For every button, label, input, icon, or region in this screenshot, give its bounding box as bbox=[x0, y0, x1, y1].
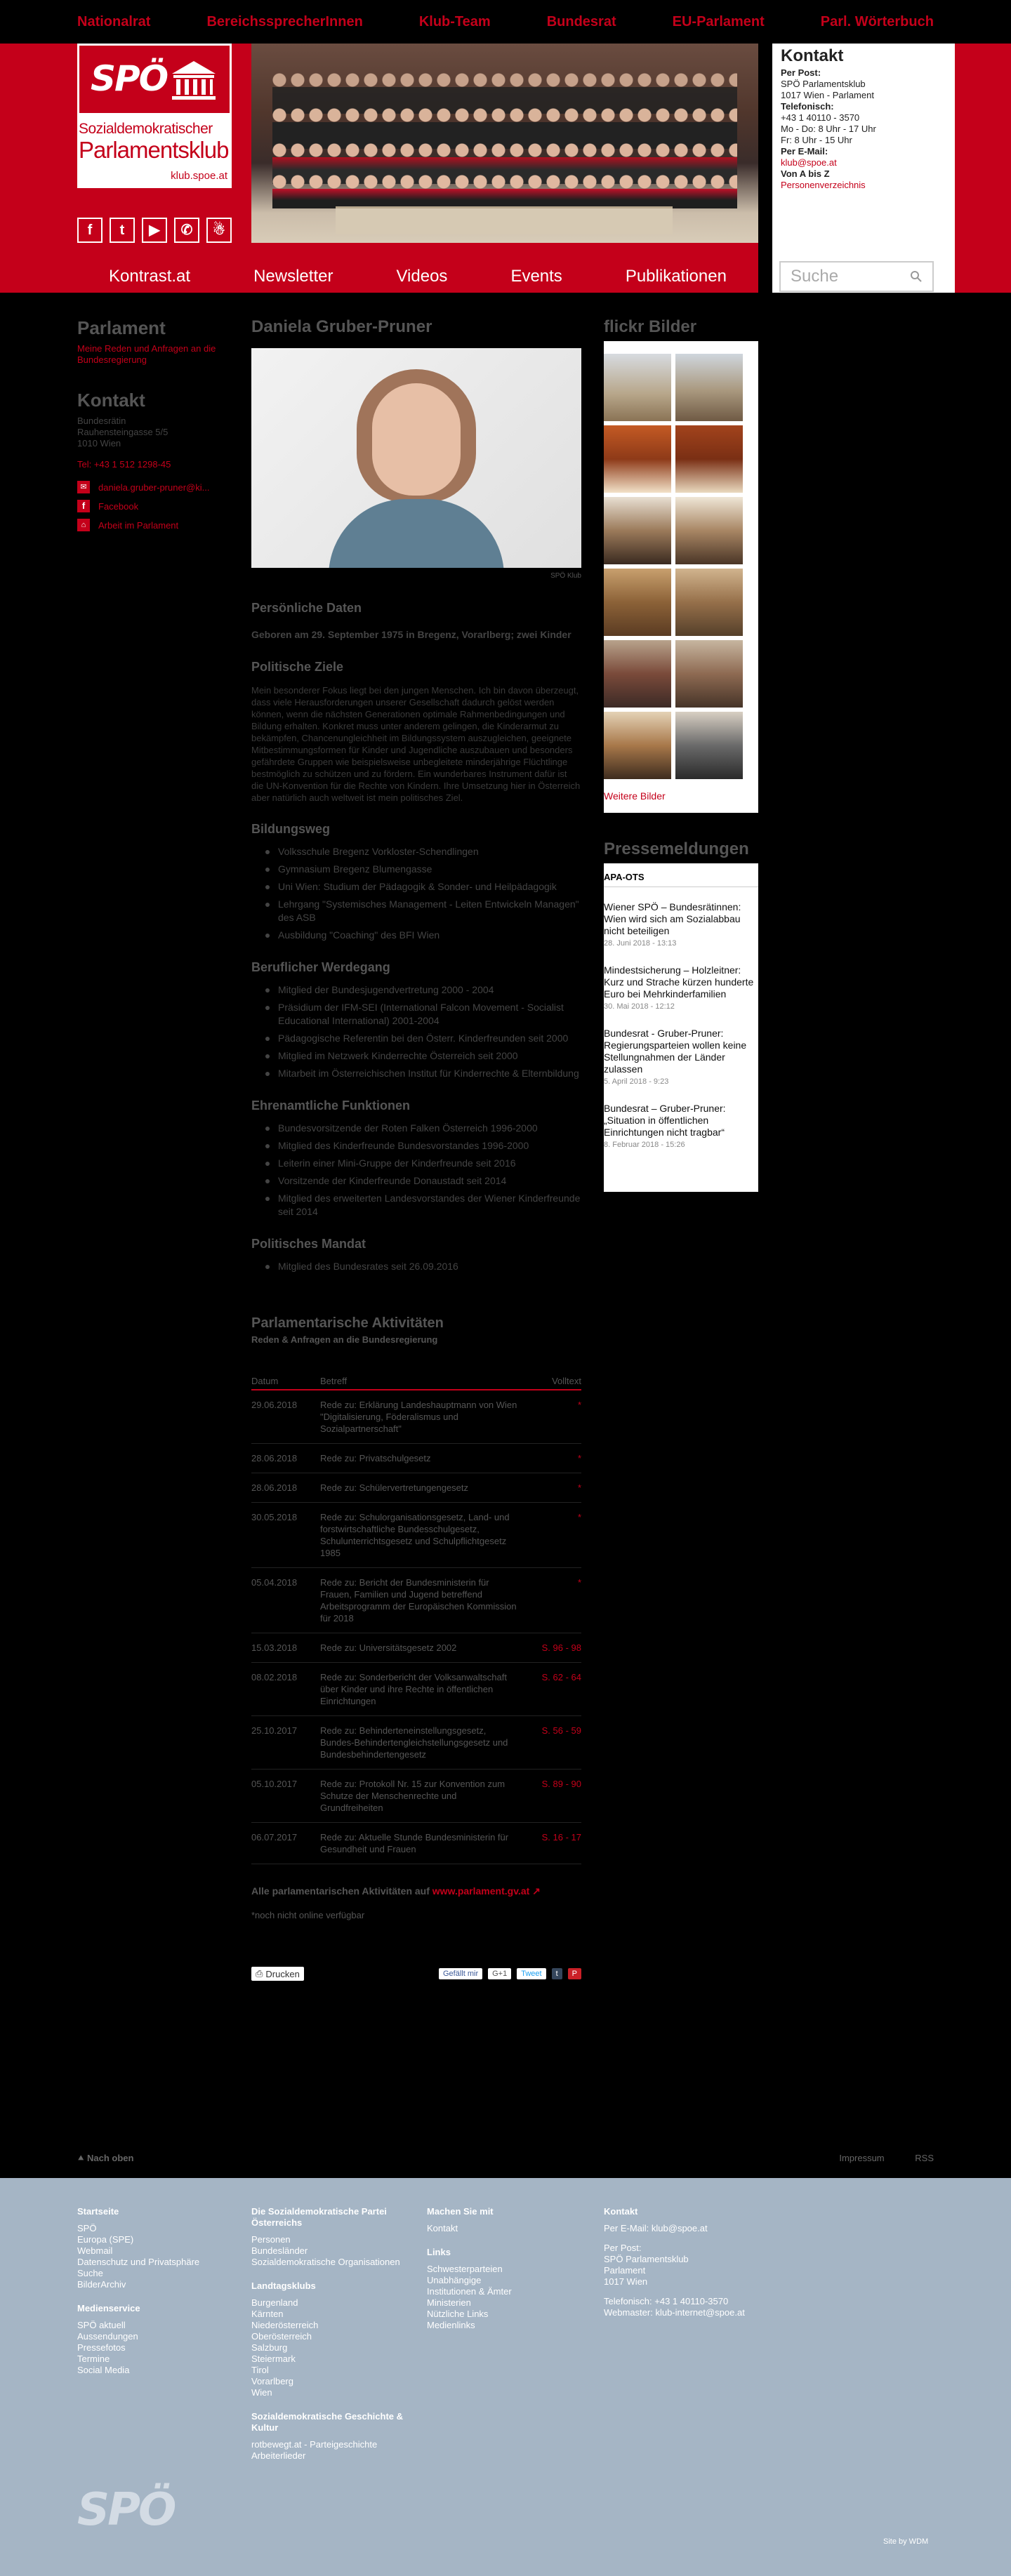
mandate-list bbox=[251, 1260, 581, 1273]
press-date: 28. Juni 2018 - 13:13 bbox=[604, 939, 677, 948]
education-heading: Bildungsweg bbox=[251, 822, 330, 836]
mandate-heading: Politisches Mandat bbox=[251, 1237, 366, 1251]
left-parlament-link[interactable]: Arbeit im Parlament bbox=[98, 519, 179, 531]
topnav-eu-parlament[interactable]: EU-Parlament bbox=[672, 13, 765, 29]
row-subject: Rede zu: Schülervertretungengesetz bbox=[320, 1482, 469, 1493]
flickr-more-link[interactable]: Weitere Bilder bbox=[604, 790, 666, 802]
row-date: 05.10.2017 bbox=[251, 1779, 298, 1789]
footer-contact-line[interactable]: Per E-Mail: klub@spoe.at bbox=[604, 2223, 708, 2233]
footer-heading[interactable]: Links bbox=[427, 2247, 451, 2257]
footer-link[interactable]: Schwesterparteien bbox=[427, 2264, 503, 2274]
left-contact-heading: Kontakt bbox=[77, 390, 145, 411]
footer-link[interactable]: Wien bbox=[251, 2387, 272, 2398]
table-row bbox=[251, 1770, 581, 1823]
email-icon: ✉ bbox=[77, 481, 90, 493]
topnav-klub-team[interactable]: Klub-Team bbox=[418, 13, 491, 29]
footer-contact-line[interactable]: Webmaster: klub-internet@spoe.at bbox=[604, 2307, 745, 2318]
press-item[interactable] bbox=[604, 964, 758, 1011]
footer-heading[interactable]: Sozialdemokratische Geschichte & Kultur bbox=[251, 2411, 404, 2433]
flickr-thumbnail[interactable] bbox=[675, 497, 743, 564]
footer-link[interactable]: Social Media bbox=[77, 2365, 130, 2375]
facebook-icon: f bbox=[77, 500, 90, 512]
footer-link[interactable]: Salzburg bbox=[251, 2342, 288, 2353]
parliament-icon bbox=[169, 58, 218, 102]
row-subject: Rede zu: Privatschulgesetz bbox=[320, 1453, 431, 1463]
list-item: Bundesvorsitzende der Roten Falken Österreich 1996-2000 bbox=[251, 1122, 581, 1135]
footer-contact-line: SPÖ Parlamentsklub bbox=[604, 2254, 689, 2264]
whatsapp-icon[interactable]: ✆ bbox=[174, 218, 199, 243]
col-date: Datum bbox=[251, 1376, 279, 1386]
list-item: Ausbildung "Coaching" des BFI Wien bbox=[251, 929, 581, 942]
list-item: Mitarbeit im Österreichischen Institut für Kinderrechte & Elternbildung bbox=[251, 1067, 581, 1080]
list-item: Mitglied im Netzwerk Kinderrechte Österreich seit 2000 bbox=[251, 1049, 581, 1063]
footer-link[interactable]: Webmail bbox=[77, 2245, 113, 2256]
header-side-left bbox=[0, 44, 56, 293]
left-parlament-row[interactable] bbox=[77, 519, 232, 531]
list-item: Vorsitzende der Kinderfreunde Donaustadt seit 2014 bbox=[251, 1174, 581, 1188]
flickr-thumbnail[interactable] bbox=[675, 569, 743, 636]
row-subject: Rede zu: Sonderbericht der Volksanwaltschaft über Kinder und ihre Rechte in öffentlichen Einrichtungen bbox=[320, 1672, 507, 1706]
portrait-shoulders bbox=[329, 499, 504, 568]
footer-col-contact bbox=[604, 2206, 772, 2318]
footer-heading[interactable]: Landtagsklubs bbox=[251, 2280, 316, 2291]
career-heading: Beruflicher Werdegang bbox=[251, 960, 390, 974]
footer-link[interactable]: BilderArchiv bbox=[77, 2279, 126, 2290]
education-list bbox=[251, 845, 581, 942]
external-link-icon: ↗ bbox=[532, 1885, 541, 1897]
honorary-heading: Ehrenamtliche Funktionen bbox=[251, 1098, 411, 1113]
left-phone[interactable]: Tel: +43 1 512 1298-45 bbox=[77, 459, 171, 470]
footer-link[interactable]: Datenschutz und Privatsphäre bbox=[77, 2257, 200, 2267]
page-title: Daniela Gruber-Pruner bbox=[251, 317, 432, 336]
portrait-face bbox=[372, 383, 461, 496]
row-date: 05.04.2018 bbox=[251, 1577, 298, 1588]
spo-logo-text: SPÖ bbox=[91, 58, 168, 99]
flickr-thumbnail[interactable] bbox=[604, 354, 671, 421]
contact-title: Kontakt bbox=[781, 46, 844, 65]
accessibility-icon[interactable]: ☃ bbox=[206, 218, 232, 243]
arrow-up-icon: ⯅ bbox=[77, 2153, 88, 2163]
address-line: 1010 Wien bbox=[77, 438, 121, 449]
facebook-icon[interactable]: f bbox=[77, 218, 103, 243]
row-subject: Rede zu: Bericht der Bundesministerin für Frauen, Familien und Jugend betreffend Arbeitsprogramm der Europäischen Kommission für 2018 bbox=[320, 1577, 517, 1624]
left-column bbox=[77, 317, 232, 531]
social-links bbox=[77, 218, 232, 243]
footer bbox=[0, 2178, 1011, 2576]
pinterest-button[interactable]: P bbox=[568, 1968, 581, 1979]
list-item: Uni Wien: Studium der Pädagogik & Sonder- und Heilpädagogik bbox=[251, 880, 581, 894]
redbar-events[interactable]: Events bbox=[510, 267, 562, 286]
press-title[interactable]: Wiener SPÖ – Bundesrätinnen: Wien wird sich am Sozialabbau nicht beteiligen bbox=[604, 901, 741, 936]
list-item: Gymnasium Bregenz Blumengasse bbox=[251, 863, 581, 876]
row-date: 28.06.2018 bbox=[251, 1453, 298, 1463]
col-subject: Betreff bbox=[320, 1376, 348, 1386]
logo-url: klub.spoe.at bbox=[171, 170, 227, 182]
press-title[interactable]: Bundesrat - Gruber-Pruner: Regierungsparteien wollen keine Stellungnahmen der Länder zulassen bbox=[604, 1028, 747, 1075]
contact-post-line: 1017 Wien - Parlament bbox=[781, 90, 874, 100]
table-row bbox=[251, 1663, 581, 1716]
left-facebook-row[interactable] bbox=[77, 500, 232, 512]
footer-link[interactable]: SPÖ bbox=[77, 2223, 97, 2233]
flickr-thumbnail[interactable] bbox=[604, 425, 671, 493]
redbar-videos[interactable]: Videos bbox=[396, 267, 448, 286]
flickr-thumbnail[interactable] bbox=[604, 569, 671, 636]
footer-link[interactable]: rotbewegt.at - Parteigeschichte bbox=[251, 2439, 378, 2450]
contact-az-label: Von A bis Z bbox=[781, 168, 830, 179]
row-fulltext-link[interactable]: S. 16 - 17 bbox=[541, 1832, 581, 1843]
header-contact-box bbox=[772, 44, 955, 293]
footer-link[interactable]: Unabhängige bbox=[427, 2275, 482, 2285]
press-title[interactable]: Mindestsicherung – Holzleitner: Kurz und Strache kürzen hunderte Euro bei Mehrkinderfamilien bbox=[604, 964, 754, 1000]
redbar-publikationen[interactable]: Publikationen bbox=[625, 267, 727, 286]
press-date: 5. April 2018 - 9:23 bbox=[604, 1077, 669, 1086]
press-box bbox=[604, 863, 758, 1192]
red-navigation-bar bbox=[77, 261, 758, 292]
col-fulltext: Volltext bbox=[552, 1376, 581, 1386]
press-item[interactable] bbox=[604, 901, 758, 948]
row-fulltext-link[interactable]: * bbox=[577, 1453, 581, 1463]
footer-link[interactable]: Steiermark bbox=[251, 2353, 296, 2364]
topnav-nationalrat[interactable]: Nationalrat bbox=[77, 13, 151, 29]
contact-az-link[interactable]: Personenverzeichnis bbox=[781, 180, 866, 190]
press-title[interactable]: Bundesrat – Gruber-Pruner: „Situation in öffentlichen Einrichtungen nicht tragbar“ bbox=[604, 1103, 726, 1138]
row-date: 25.10.2017 bbox=[251, 1725, 298, 1736]
footer-link[interactable]: Pressefotos bbox=[77, 2342, 126, 2353]
row-subject: Rede zu: Erklärung Landeshauptmann von Wien "Digitalisierung, Föderalismus und Sozialpartnerschaft" bbox=[320, 1400, 517, 1434]
contact-post-label: Per Post: bbox=[781, 67, 821, 78]
rss-link[interactable]: RSS bbox=[915, 2153, 934, 2163]
footer-link[interactable]: Nützliche Links bbox=[427, 2309, 489, 2319]
activities-table bbox=[251, 1373, 581, 1864]
table-row bbox=[251, 1823, 581, 1864]
contact-post-line: SPÖ Parlamentsklub bbox=[781, 79, 866, 89]
parliament-icon: ⌂ bbox=[77, 519, 90, 531]
topnav-woerterbuch[interactable]: Parl. Wörterbuch bbox=[820, 13, 934, 29]
left-email-row[interactable] bbox=[77, 481, 232, 493]
row-date: 30.05.2018 bbox=[251, 1512, 298, 1522]
print-button[interactable] bbox=[251, 1967, 304, 1981]
row-subject: Rede zu: Aktuelle Stunde Bundesministerin für Gesundheit und Frauen bbox=[320, 1832, 509, 1854]
search-box[interactable] bbox=[779, 261, 934, 292]
portrait-photo bbox=[251, 348, 581, 568]
table-row bbox=[251, 1716, 581, 1770]
footer-link[interactable]: Medienlinks bbox=[427, 2320, 475, 2330]
footer-contact-line: Parlament bbox=[604, 2265, 646, 2276]
footer-logo[interactable]: SPÖ bbox=[77, 2484, 175, 2536]
footer-link[interactable]: Tirol bbox=[251, 2365, 269, 2375]
row-subject: Rede zu: Universitätsgesetz 2002 bbox=[320, 1642, 457, 1653]
footer-link[interactable]: Termine bbox=[77, 2353, 110, 2364]
contact-tel-label: Telefonisch: bbox=[781, 101, 834, 112]
twitter-icon[interactable]: t bbox=[110, 218, 135, 243]
site-logo[interactable] bbox=[77, 44, 232, 188]
row-date: 06.07.2017 bbox=[251, 1832, 298, 1843]
contact-email-link[interactable]: klub@spoe.at bbox=[781, 157, 837, 168]
footer-heading[interactable]: Die Sozialdemokratische Partei Österreichs bbox=[251, 2206, 387, 2228]
footer-link[interactable]: Bundesländer bbox=[251, 2245, 308, 2256]
speeches-link[interactable]: Meine Reden und Anfragen an die Bundesregierung bbox=[77, 343, 216, 365]
press-heading: Pressemeldungen bbox=[604, 839, 749, 858]
google-plus-button[interactable]: G+1 bbox=[488, 1968, 511, 1979]
birth-info: Geboren am 29. September 1975 in Bregenz, Vorarlberg; zwei Kinder bbox=[251, 629, 571, 640]
row-fulltext-link[interactable]: * bbox=[577, 1512, 581, 1522]
row-fulltext-link[interactable]: S. 62 - 64 bbox=[541, 1672, 581, 1682]
row-date: 29.06.2018 bbox=[251, 1400, 298, 1410]
footer-contact-line: Per Post: bbox=[604, 2243, 642, 2253]
photo-row bbox=[272, 173, 737, 208]
footer-col-start bbox=[77, 2206, 218, 2376]
flickr-thumbnail[interactable] bbox=[675, 354, 743, 421]
footer-link[interactable]: Suche bbox=[77, 2268, 103, 2278]
left-facebook-link[interactable]: Facebook bbox=[98, 500, 139, 512]
bottom-bar bbox=[77, 2153, 934, 2164]
list-item: Lehrgang "Systemisches Management - Leiten Entwickeln Managen" des ASB bbox=[251, 898, 581, 924]
flickr-thumbnail[interactable] bbox=[675, 640, 743, 708]
list-item: Mitglied des erweiterten Landesvorstandes der Wiener Kinderfreunde seit 2014 bbox=[251, 1192, 581, 1219]
header-side-right bbox=[955, 44, 1011, 293]
career-list bbox=[251, 983, 581, 1080]
contact-email-label: Per E-Mail: bbox=[781, 146, 828, 157]
address-line: Rauhensteingasse 5/5 bbox=[77, 427, 168, 437]
footer-spacer bbox=[604, 2234, 772, 2243]
topnav-bereichssprecher[interactable]: BereichssprecherInnen bbox=[206, 13, 363, 29]
row-subject: Rede zu: Behinderteneinstellungsgesetz, Bundes-Behindertengleichstellungsgesetz und Bundesbehindertengesetz bbox=[320, 1725, 508, 1760]
row-fulltext-link[interactable]: S. 56 - 59 bbox=[541, 1725, 581, 1736]
table-row bbox=[251, 1473, 581, 1503]
print-icon: ⎙ bbox=[256, 1968, 263, 1979]
table-row bbox=[251, 1503, 581, 1568]
photo-credit: SPÖ Klub bbox=[550, 572, 581, 580]
table-row bbox=[251, 1444, 581, 1473]
footer-link[interactable]: Institutionen & Ämter bbox=[427, 2286, 512, 2297]
footer-link[interactable]: Kärnten bbox=[251, 2309, 284, 2319]
left-email-link[interactable]: daniela.gruber-pruner@ki... bbox=[98, 482, 210, 493]
address-line: Bundesrätin bbox=[77, 416, 126, 426]
tumblr-button[interactable]: t bbox=[552, 1968, 562, 1979]
footer-link[interactable]: Burgenland bbox=[251, 2297, 298, 2308]
list-item: Präsidium der IFM-SEI (International Falcon Movement - Socialist Educational International) 2001-2004 bbox=[251, 1001, 581, 1028]
search-icon[interactable] bbox=[910, 270, 923, 283]
footer-col-engage bbox=[427, 2206, 567, 2331]
flickr-thumbnail[interactable] bbox=[604, 640, 671, 708]
print-label: Drucken bbox=[265, 1968, 300, 1979]
contact-tel-line: +43 1 40110 - 3570 bbox=[781, 112, 860, 123]
row-date: 28.06.2018 bbox=[251, 1482, 298, 1493]
footer-link[interactable]: Kontakt bbox=[427, 2223, 458, 2233]
footer-link[interactable]: Europa (SPE) bbox=[77, 2234, 134, 2245]
footer-contact-line: 1017 Wien bbox=[604, 2276, 648, 2287]
topnav-bundesrat[interactable]: Bundesrat bbox=[546, 13, 616, 29]
footer-heading[interactable]: Startseite bbox=[77, 2206, 119, 2217]
spo-badge bbox=[77, 44, 232, 115]
flickr-thumbnail[interactable] bbox=[675, 712, 743, 779]
footer-link[interactable]: Arbeiterlieder bbox=[251, 2450, 306, 2461]
footer-link[interactable]: Personen bbox=[251, 2234, 291, 2245]
youtube-icon[interactable]: ▶ bbox=[142, 218, 167, 243]
group-photo bbox=[251, 44, 758, 243]
table-row bbox=[251, 1633, 581, 1663]
all-activities-line bbox=[251, 1885, 581, 1897]
list-item: Pädagogische Referentin bei den Österr. Kinderfreunden seit 2000 bbox=[251, 1032, 581, 1045]
row-subject: Rede zu: Protokoll Nr. 15 zur Konvention zum Schutze der Menschenrechte und Grundfreiheiten bbox=[320, 1779, 505, 1813]
redbar-newsletter[interactable]: Newsletter bbox=[253, 267, 333, 286]
list-item: Mitglied der Bundesjugendvertretung 2000 - 2004 bbox=[251, 983, 581, 997]
back-to-top-label: Nach oben bbox=[87, 2153, 134, 2163]
contact-tel-line: Fr: 8 Uhr - 15 Uhr bbox=[781, 135, 852, 145]
footer-col-party bbox=[251, 2206, 406, 2462]
photo-desk bbox=[336, 206, 673, 234]
impressum-link[interactable]: Impressum bbox=[839, 2153, 885, 2163]
honorary-list bbox=[251, 1122, 581, 1219]
list-item: Mitglied des Bundesrates seit 26.09.2016 bbox=[251, 1260, 581, 1273]
table-row bbox=[251, 1568, 581, 1633]
flickr-gallery bbox=[604, 348, 758, 783]
parliament-heading: Parlament bbox=[77, 317, 166, 338]
personal-data-heading: Persönliche Daten bbox=[251, 601, 362, 615]
contact-tel-line: Mo - Do: 8 Uhr - 17 Uhr bbox=[781, 124, 876, 134]
row-subject: Rede zu: Schulorganisationsgesetz, Land- und forstwirtschaftliche Bundesschulgesetz, Schulunterrichtsgesetz und Schulpflichtgesetz 1985 bbox=[320, 1512, 510, 1558]
parlament-link[interactable]: www.parlament.gv.at bbox=[432, 1885, 530, 1897]
activities-heading: Parlamentarische Aktivitäten bbox=[251, 1315, 444, 1331]
footer-link[interactable]: Ministerien bbox=[427, 2297, 471, 2308]
footer-link[interactable]: Oberösterreich bbox=[251, 2331, 312, 2342]
footer-link[interactable]: SPÖ aktuell bbox=[77, 2320, 126, 2330]
main-content bbox=[251, 317, 581, 1981]
tweet-button[interactable]: Tweet bbox=[517, 1968, 546, 1979]
footer-spacer bbox=[604, 2288, 772, 2296]
press-source: APA-OTS bbox=[604, 872, 758, 887]
flickr-thumbnail[interactable] bbox=[675, 425, 743, 493]
list-item: Mitglied des Kinderfreunde Bundesvorstandes 1996-2000 bbox=[251, 1139, 581, 1153]
flickr-box bbox=[604, 341, 758, 813]
press-item[interactable] bbox=[604, 1028, 758, 1086]
row-fulltext-link[interactable]: * bbox=[577, 1577, 581, 1588]
all-activities-prefix: Alle parlamentarischen Aktivitäten auf bbox=[251, 1885, 430, 1897]
facebook-like-button[interactable]: Gefällt mir bbox=[439, 1968, 482, 1979]
press-date: 8. Februar 2018 - 15:26 bbox=[604, 1141, 685, 1149]
row-date: 08.02.2018 bbox=[251, 1672, 298, 1682]
activities-subheading: Reden & Anfragen an die Bundesregierung bbox=[251, 1334, 438, 1345]
footnote: *noch nicht online verfügbar bbox=[251, 1910, 365, 1920]
political-goals-text: Mein besonderer Fokus liegt bei den jungen Menschen. Ich bin davon überzeugt, dass viele Herausforderungen unserer Gesellschaft dadurch gelöst werden können, wenn die nächsten Generationen optimale Rahmenbedingungen und Bildung erhalten. Konkret muss unter anderem gelingen, die Kinderarmut zu bekämpfen, Chancenungleichheit im Bildungssystem auszugleichen, geeignete Mitbestimmungsformen für Kinder und Jugendliche auszubauen und besonders gefährdete Gruppen wie beispielsweise unbegleitete minderjährige Flüchtlinge bestmöglich zu schützen und zu fördern. Ein wunderbares Instrument dafür ist die UN-Konvention für die Rechte von Kindern. Ihre Umsetzung hier in Österreich aber natürlich auch weltweit ist mein politisches Ziel. bbox=[251, 685, 581, 803]
list-item: Leiterin einer Mini-Gruppe der Kinderfreunde seit 2016 bbox=[251, 1157, 581, 1170]
redbar-kontrast[interactable]: Kontrast.at bbox=[109, 267, 191, 286]
logo-line-2: Parlamentsklub bbox=[79, 137, 229, 163]
footer-link[interactable]: Vorarlberg bbox=[251, 2376, 293, 2386]
logo-line-1: Sozialdemokratischer bbox=[79, 121, 213, 137]
row-fulltext-link[interactable]: S. 96 - 98 bbox=[541, 1642, 581, 1653]
back-to-top[interactable] bbox=[77, 2153, 133, 2164]
row-fulltext-link[interactable]: * bbox=[577, 1400, 581, 1410]
press-date: 30. Mai 2018 - 12:12 bbox=[604, 1002, 675, 1011]
share-row bbox=[251, 1967, 581, 1981]
footer-link[interactable]: Sozialdemokratische Organisationen bbox=[251, 2257, 400, 2267]
list-item: Volksschule Bregenz Vorkloster-Schendlingen bbox=[251, 845, 581, 858]
flickr-thumbnail[interactable] bbox=[604, 497, 671, 564]
footer-contact-line[interactable]: Telefonisch: +43 1 40110-3570 bbox=[604, 2296, 729, 2306]
row-fulltext-link[interactable]: S. 89 - 90 bbox=[541, 1779, 581, 1789]
press-item[interactable] bbox=[604, 1103, 758, 1149]
right-column bbox=[604, 317, 758, 1192]
footer-heading[interactable]: Medienservice bbox=[77, 2303, 140, 2313]
table-row bbox=[251, 1390, 581, 1444]
political-goals-heading: Politische Ziele bbox=[251, 660, 344, 674]
flickr-thumbnail[interactable] bbox=[604, 712, 671, 779]
footer-heading[interactable]: Machen Sie mit bbox=[427, 2206, 494, 2217]
flickr-heading: flickr Bilder bbox=[604, 317, 697, 336]
site-by[interactable]: Site by WDM bbox=[883, 2537, 929, 2546]
top-navigation bbox=[0, 0, 1011, 44]
search-input[interactable]: Suche bbox=[791, 267, 839, 286]
footer-link[interactable]: Niederösterreich bbox=[251, 2320, 319, 2330]
row-fulltext-link[interactable]: * bbox=[577, 1482, 581, 1493]
row-date: 15.03.2018 bbox=[251, 1642, 298, 1653]
footer-heading: Kontakt bbox=[604, 2206, 638, 2217]
footer-link[interactable]: Aussendungen bbox=[77, 2331, 138, 2342]
